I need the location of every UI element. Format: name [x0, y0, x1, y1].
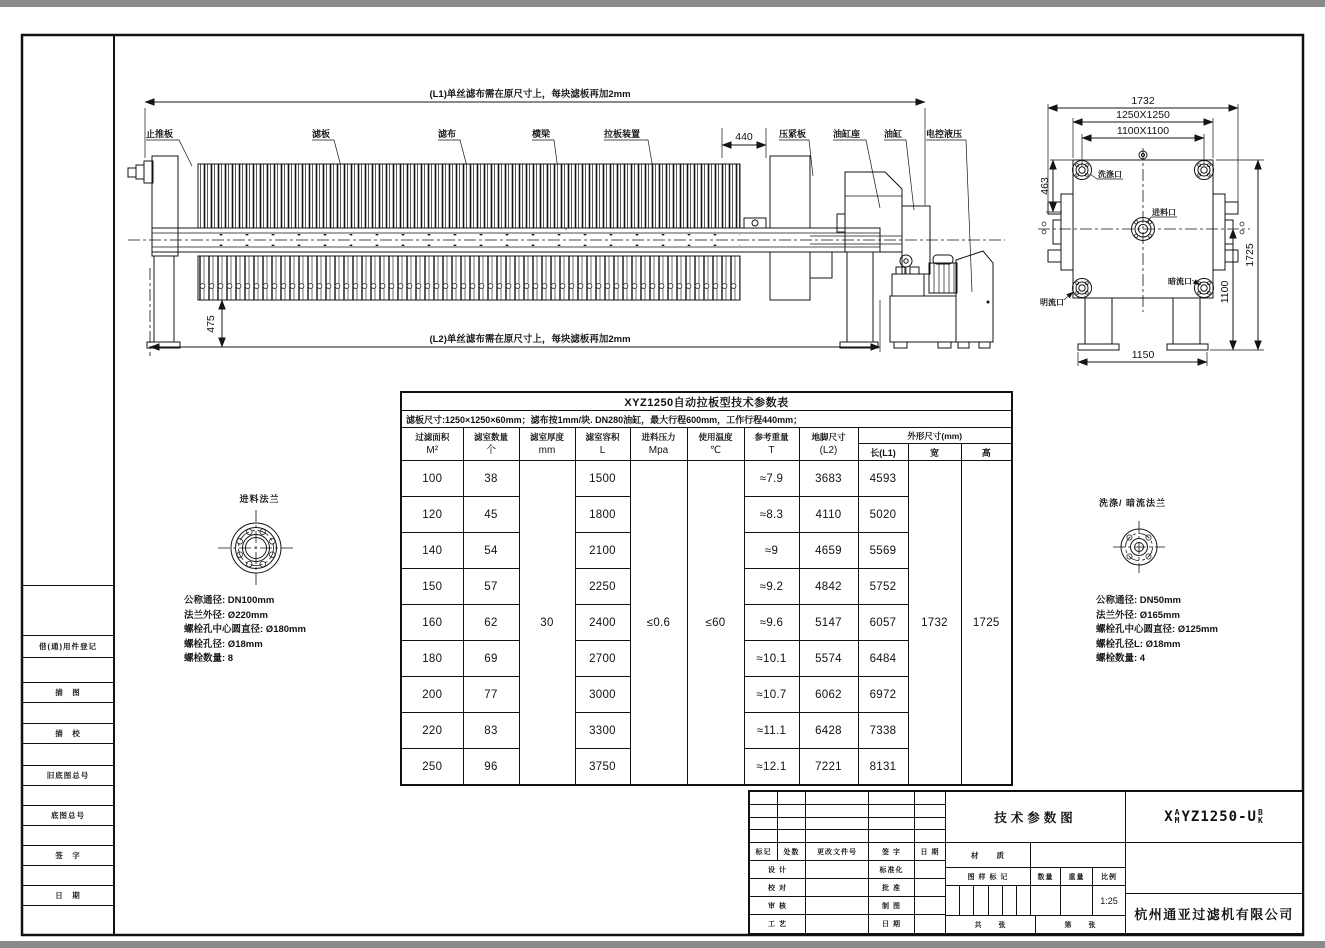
feed-flange-specs	[184, 594, 306, 667]
spec-line: 法兰外径: Ø165mm	[1096, 609, 1180, 621]
cell: ≈8.3	[744, 497, 799, 533]
col-header-ref-weight: 参考重量 T	[744, 428, 799, 461]
side-view	[128, 88, 1005, 356]
empty-cell	[1126, 843, 1302, 893]
empty-cell	[806, 879, 869, 896]
spec-line: 螺栓数量: 4	[1096, 653, 1146, 664]
label-feed-port: 进料口	[1152, 208, 1176, 217]
empty-cell	[750, 830, 778, 842]
cell: 5020	[858, 497, 908, 533]
col-header-width: 宽	[908, 444, 961, 461]
spec-line: 螺栓数量: 8	[184, 653, 234, 664]
table-spec-line: 滤板尺寸:1250×1250×60mm；滤布按1mm/块. DN280油缸，最大行程600mm，工作行程440mm；	[401, 411, 1012, 428]
cell-width-merged: 1732	[908, 461, 961, 786]
cell: 180	[401, 641, 463, 677]
empty-cell	[915, 818, 945, 830]
cell: ≈12.1	[744, 749, 799, 786]
filter-plate-pack	[198, 164, 740, 228]
feed-flange-drawing	[218, 510, 294, 586]
empty-cell	[1017, 886, 1030, 915]
dwgno-mid: YZ1250-U	[1181, 809, 1257, 825]
cell: 69	[463, 641, 519, 677]
beam-bracket-left	[1042, 194, 1073, 270]
cell: 200	[401, 677, 463, 713]
cell: ≈10.7	[744, 677, 799, 713]
col-header-height: 高	[961, 444, 1012, 461]
plate-shifter	[744, 218, 766, 228]
cell: 45	[463, 497, 519, 533]
rev-col-doc-no: 更改文件号	[806, 843, 869, 860]
sidebar-label-traced-by: 描 图	[22, 683, 114, 703]
cell: ≈11.1	[744, 713, 799, 749]
label-thrust-plate: 止推板	[146, 129, 174, 139]
label-approved: 批 准	[869, 879, 915, 896]
sidebar-empty-box	[22, 744, 114, 766]
col-header-filter-area: 过滤面积 M²	[401, 428, 463, 461]
label-plate-shifter: 拉板装置	[604, 129, 641, 139]
empty-cell	[869, 805, 915, 817]
rev-col-signature: 签 字	[869, 843, 915, 860]
label-material: 材 质	[946, 843, 1031, 867]
cell: 77	[463, 677, 519, 713]
empty-cell	[960, 886, 974, 915]
cell: 62	[463, 605, 519, 641]
clear-port-circle	[1073, 279, 1092, 298]
col-header-foot-size: 地脚尺寸 (L2)	[799, 428, 858, 461]
cell-thickness-merged: 30	[519, 461, 575, 786]
cell: 6057	[858, 605, 908, 641]
empty-cell	[778, 805, 806, 817]
lower-plate-band	[198, 256, 740, 300]
empty-cell	[869, 792, 915, 804]
cell: 120	[401, 497, 463, 533]
sidebar-empty-box	[22, 826, 114, 846]
cell: 5569	[858, 533, 908, 569]
sidebar-label-master-no: 底图总号	[22, 806, 114, 826]
cell: 57	[463, 569, 519, 605]
cell: 3683	[799, 461, 858, 497]
dim-475: 475	[205, 315, 217, 333]
label-designed: 设 计	[750, 861, 806, 878]
label-clear-port: 明流口	[1040, 298, 1064, 307]
cell: 96	[463, 749, 519, 786]
empty-cell	[974, 886, 988, 915]
sidebar-empty-box	[22, 703, 114, 724]
dim-1250x1250: 1250X1250	[1116, 109, 1170, 121]
sidebar-label-signature: 签 字	[22, 846, 114, 866]
spec-line: 法兰外径: Ø220mm	[184, 609, 268, 621]
empty-cell	[778, 818, 806, 830]
cell: 4842	[799, 569, 858, 605]
cell: ≈9	[744, 533, 799, 569]
rev-col-mark: 标记	[750, 843, 778, 860]
label-sheet-no: 第 张	[1064, 921, 1097, 929]
spec-line: 螺栓孔中心圆直径: Ø180mm	[184, 624, 306, 635]
cell: 8131	[858, 749, 908, 786]
dim-1732: 1732	[1131, 95, 1155, 107]
empty-cell	[915, 879, 945, 896]
empty-cell	[806, 805, 869, 817]
cell: 2400	[575, 605, 630, 641]
cell: 5574	[799, 641, 858, 677]
label-cylinder: 油缸	[884, 129, 903, 139]
label-scale: 比例	[1101, 873, 1117, 881]
drawing-title: 技术参数图	[994, 811, 1077, 825]
empty-cell	[806, 861, 869, 878]
cell: 1500	[575, 461, 630, 497]
col-header-chamber-volume: 滤室容积 L	[575, 428, 630, 461]
cell: 5752	[858, 569, 908, 605]
empty-cell	[806, 818, 869, 830]
cell: 6484	[858, 641, 908, 677]
col-header-chamber-count: 滤室数量 个	[463, 428, 519, 461]
sidebar-empty-box	[22, 658, 114, 683]
cell-temperature-merged: ≤60	[687, 461, 744, 786]
cell: 140	[401, 533, 463, 569]
drawing-number	[1126, 792, 1302, 842]
mark-subcells	[946, 886, 1031, 915]
sidebar-label-trace-check: 描 校	[22, 724, 114, 744]
label-pressing-plate: 压紧板	[779, 129, 807, 139]
cell: 6062	[799, 677, 858, 713]
cell: 3000	[575, 677, 630, 713]
cell: 6428	[799, 713, 858, 749]
cell: 4593	[858, 461, 908, 497]
sidebar-empty-box	[22, 866, 114, 886]
dwgno-top1: A	[1174, 808, 1181, 817]
sidebar-label-old-master-no: 旧底图总号	[22, 766, 114, 786]
col-header-temperature: 使用温度 ℃	[687, 428, 744, 461]
col-header-length-l1: 长(L1)	[858, 444, 908, 461]
cell: 4659	[799, 533, 858, 569]
empty-cell	[989, 886, 1003, 915]
label-date: 日 期	[869, 915, 915, 933]
sidebar-label-borrowed-parts: 借(通)用件登记	[22, 636, 114, 658]
col-header-feed-pressure: 进料压力 Mpa	[630, 428, 687, 461]
title-block-right	[1125, 792, 1302, 933]
label-drawn: 制 图	[869, 897, 915, 914]
empty-cell	[915, 897, 945, 914]
l1-note: (L1)单丝滤布需在原尺寸上，每块滤板再加2mm	[429, 89, 631, 100]
wash-flange-drawing	[1113, 521, 1165, 573]
title-block-left	[750, 792, 945, 933]
empty-cell	[778, 830, 806, 842]
table-title: XYZ1250自动拉板型技术参数表	[401, 392, 1012, 411]
label-standardized: 标准化	[869, 861, 915, 878]
label-reviewed: 审 核	[750, 897, 806, 914]
cell: 2100	[575, 533, 630, 569]
col-header-chamber-thickness: 滤室厚度 mm	[519, 428, 575, 461]
label-dark-port: 暗流口	[1168, 277, 1192, 286]
cell: ≈9.2	[744, 569, 799, 605]
dim-1725: 1725	[1244, 243, 1256, 267]
cell: 4110	[799, 497, 858, 533]
label-cylinder-seat: 油缸座	[833, 129, 861, 139]
empty-cell	[915, 792, 945, 804]
cell: 220	[401, 713, 463, 749]
empty-cell	[915, 830, 945, 842]
cell: ≈9.6	[744, 605, 799, 641]
label-total-sheets: 共 张	[946, 916, 1036, 933]
parameter-table	[400, 391, 1013, 786]
empty-cell	[915, 805, 945, 817]
label-beam: 横梁	[532, 129, 551, 139]
empty-cell	[806, 897, 869, 914]
cell-pressure-merged: ≤0.6	[630, 461, 687, 786]
company-name: 杭州通亚过滤机有限公司	[1134, 907, 1294, 922]
cell: 5147	[799, 605, 858, 641]
cell: ≈10.1	[744, 641, 799, 677]
rev-col-count: 处数	[778, 843, 806, 860]
feed-flange-title: 进料法兰	[239, 494, 280, 504]
dwgno-bottom1: M	[1174, 816, 1181, 825]
cell-height-merged: 1725	[961, 461, 1012, 786]
label-quantity: 数量	[1031, 868, 1061, 885]
empty-cell	[806, 792, 869, 804]
label-checked: 校 对	[750, 879, 806, 896]
empty-cell	[946, 886, 960, 915]
col-header-outline: 外形尺寸(mm)	[858, 428, 1012, 444]
cell: 38	[463, 461, 519, 497]
cell: 2700	[575, 641, 630, 677]
empty-cell	[1003, 886, 1017, 915]
title-block	[748, 790, 1304, 935]
empty-cell	[750, 805, 778, 817]
empty-cell	[778, 792, 806, 804]
cell: 6972	[858, 677, 908, 713]
cell: 83	[463, 713, 519, 749]
cylinder-seat	[837, 172, 902, 348]
dim-1100x1100: 1100X1100	[1116, 125, 1170, 137]
label-hydraulic: 电控液压	[926, 129, 963, 139]
dim-463: 463	[1039, 177, 1051, 195]
label-wash-port: 洗涤口	[1098, 170, 1122, 179]
empty-cell	[869, 830, 915, 842]
dim-1100: 1100	[1219, 280, 1231, 304]
spec-line: 螺栓孔径: Ø18mm	[184, 638, 263, 650]
spec-line: 公称通径: DN100mm	[184, 595, 275, 606]
empty-cell	[750, 818, 778, 830]
cell: 100	[401, 461, 463, 497]
label-filter-plate: 滤板	[312, 129, 331, 139]
sidebar-empty-box	[22, 786, 114, 806]
dim-1150: 1150	[1131, 349, 1155, 361]
cell: 7338	[858, 713, 908, 749]
empty-cell	[915, 915, 945, 933]
beam-bracket-right	[1213, 194, 1244, 270]
frame-sidebar	[22, 585, 114, 935]
empty-cell	[806, 830, 869, 842]
hydraulic-unit	[890, 251, 993, 348]
wash-flange-specs	[1096, 594, 1218, 667]
dwgno-bottom2: K	[1257, 816, 1264, 825]
cell: 160	[401, 605, 463, 641]
spec-line: 螺栓孔中心圆直径: Ø125mm	[1096, 624, 1218, 635]
cell: 3300	[575, 713, 630, 749]
empty-cell	[915, 861, 945, 878]
label-process: 工 艺	[750, 915, 806, 933]
sidebar-label-date: 日 期	[22, 886, 114, 906]
cell: 250	[401, 749, 463, 786]
l2-note: (L2)单丝滤布需在原尺寸上，每块滤板再加2mm	[429, 334, 631, 345]
label-filter-cloth: 滤布	[438, 129, 457, 139]
scale-value: 1:25	[1100, 895, 1118, 906]
rev-col-date: 日 期	[920, 848, 940, 856]
table-row	[401, 461, 1012, 497]
cell: 1800	[575, 497, 630, 533]
sidebar-empty-box	[22, 586, 114, 636]
cell: 7221	[799, 749, 858, 786]
cell: 54	[463, 533, 519, 569]
empty-cell	[806, 915, 869, 933]
cell: ≈7.9	[744, 461, 799, 497]
dim-440: 440	[735, 131, 753, 143]
wash-flange-title: 洗涤/ 暗流法兰	[1099, 498, 1167, 508]
dark-port-circle	[1195, 279, 1214, 298]
empty-cell	[1061, 886, 1093, 915]
cell: 150	[401, 569, 463, 605]
front-view	[1038, 95, 1264, 366]
title-block-middle	[945, 792, 1125, 933]
empty-cell	[1031, 843, 1125, 867]
dwgno-top2: B	[1257, 808, 1264, 817]
label-weight: 重量	[1061, 868, 1093, 885]
dwgno-prefix: X	[1164, 809, 1174, 825]
sidebar-empty-box	[22, 906, 114, 935]
cell: 2250	[575, 569, 630, 605]
empty-cell	[869, 818, 915, 830]
cell: 3750	[575, 749, 630, 786]
spec-line: 公称通径: DN50mm	[1096, 595, 1181, 606]
empty-cell	[750, 792, 778, 804]
spec-line: 螺栓孔径L: Ø18mm	[1096, 638, 1181, 650]
empty-cell	[1031, 886, 1061, 915]
label-drawing-mark: 图 样 标 记	[946, 868, 1031, 885]
